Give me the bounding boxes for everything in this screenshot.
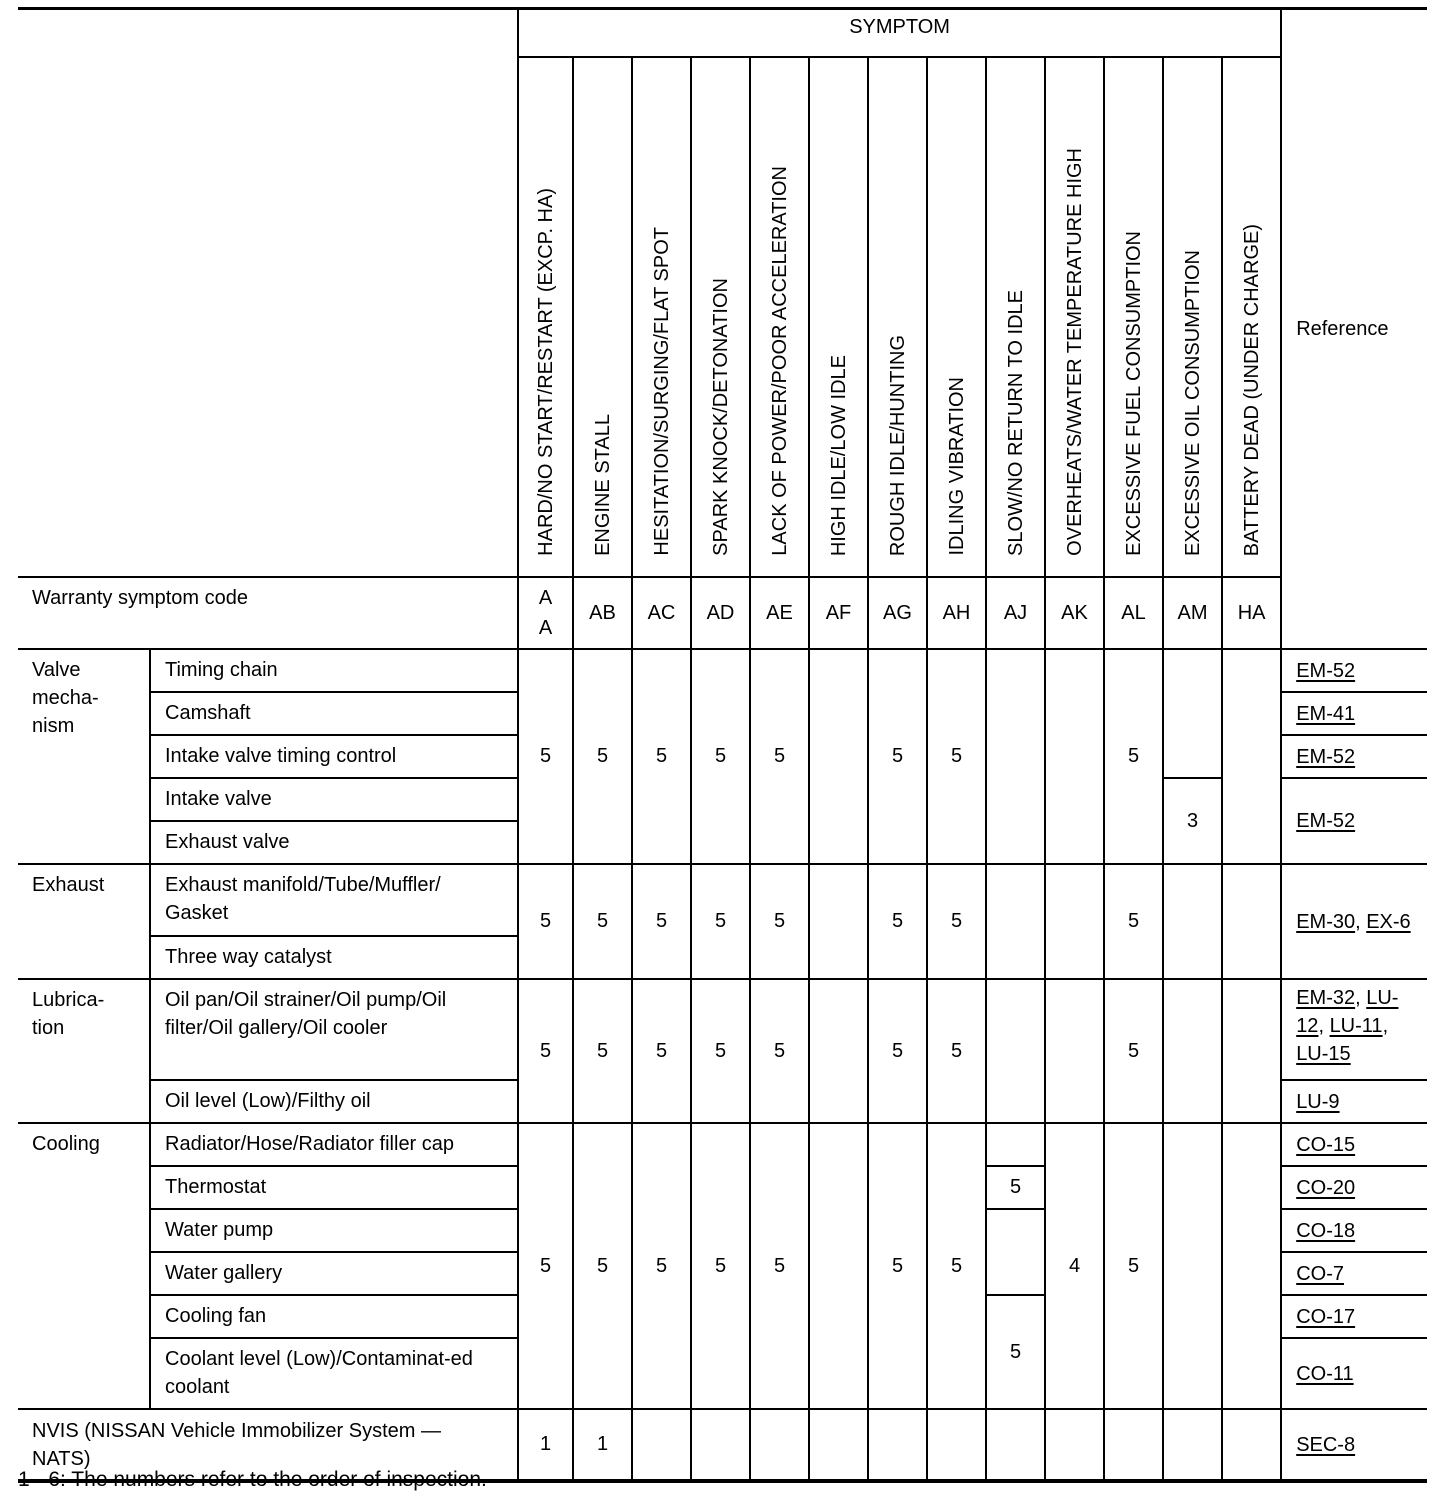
component-name: Intake valve bbox=[165, 788, 272, 810]
symptom-name: SPARK KNOCK/DETONATION bbox=[709, 278, 732, 556]
inspection-order-cell bbox=[927, 1123, 986, 1409]
group-label bbox=[18, 979, 150, 1123]
inspection-order-cell bbox=[632, 1409, 691, 1481]
table-row bbox=[18, 1123, 1427, 1166]
symptom-column-header bbox=[573, 57, 632, 577]
reference-link[interactable]: CO-20 bbox=[1296, 1176, 1356, 1199]
inspection-order-cell bbox=[573, 1123, 632, 1409]
nvis-name: NVIS (NISSAN Vehicle Immobilizer System — NATS) bbox=[32, 1419, 441, 1470]
component-cell bbox=[150, 1080, 518, 1123]
symptom-code: AK bbox=[1061, 602, 1088, 624]
warranty-label-cell bbox=[18, 577, 518, 649]
reference-link[interactable]: EM-52 bbox=[1296, 745, 1356, 768]
symptom-name: LACK OF POWER/POOR ACCELERATION bbox=[768, 166, 791, 556]
inspection-order: 5 bbox=[1127, 1039, 1140, 1062]
inspection-order: 5 bbox=[714, 910, 727, 932]
inspection-order-cell bbox=[1045, 979, 1104, 1123]
component-name: Coolant level (Low)/Contaminat-ed coolant bbox=[165, 1348, 473, 1398]
inspection-order-cell bbox=[1045, 1123, 1104, 1409]
reference-cell: EM-30, EX-6 bbox=[1281, 864, 1427, 979]
inspection-order: 5 bbox=[714, 1254, 727, 1277]
reference-link[interactable]: EX-6 bbox=[1366, 910, 1411, 933]
symptom-name: HESITATION/SURGING/FLAT SPOT bbox=[650, 227, 673, 556]
inspection-order: 5 bbox=[655, 910, 668, 932]
inspection-order-cell bbox=[632, 1123, 691, 1409]
inspection-order-cell bbox=[868, 1409, 927, 1481]
inspection-order: 4 bbox=[1068, 1254, 1081, 1277]
symptom-code: AE bbox=[766, 602, 793, 624]
component-name: Thermostat bbox=[165, 1176, 267, 1198]
warranty-code bbox=[1163, 577, 1222, 649]
symptom-code: AL bbox=[1121, 602, 1146, 624]
reference-cell bbox=[1281, 735, 1427, 778]
inspection-order: 5 bbox=[714, 1039, 727, 1062]
inspection-order-cell bbox=[868, 864, 927, 979]
inspection-order-cell bbox=[986, 1409, 1045, 1481]
inspection-order-cell bbox=[573, 864, 632, 979]
inspection-order-cell bbox=[518, 1123, 573, 1409]
group-name: Cooling bbox=[32, 1133, 100, 1155]
symptom-name: ENGINE STALL bbox=[591, 414, 614, 556]
inspection-order-cell bbox=[927, 1409, 986, 1481]
inspection-order-cell bbox=[986, 1166, 1045, 1209]
component-cell bbox=[150, 778, 518, 821]
inspection-order: 1 bbox=[539, 1433, 552, 1455]
inspection-order-cell bbox=[1104, 979, 1163, 1123]
inspection-order: 5 bbox=[773, 745, 786, 767]
reference-cell bbox=[1281, 1295, 1427, 1338]
table-row bbox=[18, 864, 1427, 936]
inspection-order-cell bbox=[809, 864, 868, 979]
component-cell bbox=[150, 821, 518, 864]
symptom-code: AB bbox=[589, 602, 616, 624]
reference-cell bbox=[1281, 1209, 1427, 1252]
inspection-order-cell bbox=[927, 979, 986, 1123]
warranty-code bbox=[1045, 577, 1104, 649]
inspection-order-cell bbox=[927, 649, 986, 864]
inspection-order: 5 bbox=[1127, 910, 1140, 932]
symptom-code: AG bbox=[883, 602, 912, 624]
component-cell bbox=[150, 1166, 518, 1209]
group-name: Lubrica-tion bbox=[32, 989, 105, 1039]
inspection-order: 5 bbox=[714, 745, 727, 767]
component-cell bbox=[150, 1295, 518, 1338]
inspection-order: 5 bbox=[596, 1039, 609, 1062]
reference-link[interactable]: CO-11 bbox=[1296, 1362, 1354, 1385]
reference-link[interactable]: LU-12 bbox=[1296, 987, 1399, 1037]
symptom-code: AH bbox=[942, 602, 971, 624]
reference-cell bbox=[1281, 1166, 1427, 1209]
inspection-order: 5 bbox=[950, 745, 963, 767]
inspection-order: 5 bbox=[596, 745, 609, 767]
inspection-order-cell bbox=[1163, 649, 1222, 778]
inspection-order: 5 bbox=[950, 1254, 963, 1277]
component-cell bbox=[150, 1338, 518, 1409]
inspection-order-cell bbox=[1222, 1409, 1281, 1481]
reference-link[interactable]: CO-18 bbox=[1296, 1219, 1356, 1242]
symptom-column-header bbox=[986, 57, 1045, 577]
reference-cell bbox=[1281, 1080, 1427, 1123]
reference-link[interactable]: EM-52 bbox=[1296, 810, 1356, 832]
warranty-code bbox=[927, 577, 986, 649]
symptom-name: HARD/NO START/RESTART (EXCP. HA) bbox=[534, 188, 557, 556]
inspection-order-cell bbox=[986, 1209, 1045, 1295]
component-cell bbox=[150, 649, 518, 692]
inspection-order-cell bbox=[868, 979, 927, 1123]
inspection-order-cell bbox=[632, 649, 691, 864]
symptom-code: AA bbox=[538, 587, 553, 639]
symptom-table bbox=[18, 7, 1427, 1483]
group-name: Exhaust bbox=[32, 874, 105, 896]
component-name: Timing chain bbox=[165, 659, 278, 681]
inspection-order-cell bbox=[1163, 1409, 1222, 1481]
inspection-order-cell bbox=[518, 864, 573, 979]
inspection-order: 5 bbox=[891, 910, 904, 932]
inspection-order: 5 bbox=[891, 1254, 904, 1277]
component-name: Intake valve timing control bbox=[165, 745, 397, 767]
component-name: Three way catalyst bbox=[165, 946, 332, 968]
inspection-order: 5 bbox=[539, 1039, 552, 1062]
inspection-order-cell bbox=[1045, 1409, 1104, 1481]
group-label bbox=[18, 649, 150, 864]
component-name: Oil pan/Oil strainer/Oil pump/Oil filter/Oil gallery/Oil cooler bbox=[165, 989, 447, 1039]
inspection-order-cell bbox=[809, 649, 868, 864]
symptom-code: AJ bbox=[1003, 602, 1028, 624]
inspection-order: 5 bbox=[773, 910, 786, 932]
reference-cell bbox=[1281, 778, 1427, 864]
symptom-column-header bbox=[809, 57, 868, 577]
inspection-order: 5 bbox=[1009, 1340, 1022, 1363]
group-name: Valve mecha-nism bbox=[32, 659, 99, 737]
reference-link[interactable]: LU-9 bbox=[1296, 1090, 1340, 1113]
inspection-order: 5 bbox=[1127, 745, 1140, 767]
inspection-order: 5 bbox=[596, 1254, 609, 1277]
inspection-order: 5 bbox=[655, 1254, 668, 1277]
inspection-order-cell bbox=[691, 649, 750, 864]
reference-link[interactable]: EM-52 bbox=[1296, 659, 1356, 682]
table-row bbox=[18, 649, 1427, 692]
symptom-label: SYMPTOM bbox=[849, 16, 950, 38]
inspection-order-cell bbox=[518, 979, 573, 1123]
inspection-order-cell bbox=[691, 979, 750, 1123]
inspection-order-cell bbox=[750, 1409, 809, 1481]
component-cell bbox=[150, 1123, 518, 1166]
inspection-order-cell bbox=[573, 979, 632, 1123]
component-name: Cooling fan bbox=[165, 1305, 267, 1327]
symptom-name: EXCESSIVE OIL CONSUMPTION bbox=[1181, 250, 1204, 556]
group-label bbox=[18, 864, 150, 979]
reference-label: Reference bbox=[1296, 318, 1389, 340]
reference-cell bbox=[1281, 1409, 1427, 1481]
reference-link[interactable]: CO-7 bbox=[1296, 1262, 1344, 1285]
inspection-order-cell bbox=[868, 649, 927, 864]
component-name: Camshaft bbox=[165, 702, 251, 724]
reference-cell bbox=[1281, 1123, 1427, 1166]
inspection-order-cell bbox=[1163, 1123, 1222, 1409]
inspection-order-cell bbox=[518, 649, 573, 864]
warranty-code bbox=[868, 577, 927, 649]
symptom-column-header bbox=[518, 57, 573, 577]
warranty-code bbox=[632, 577, 691, 649]
warranty-code bbox=[750, 577, 809, 649]
inspection-order-cell bbox=[750, 864, 809, 979]
inspection-order: 5 bbox=[539, 910, 552, 932]
reference-link[interactable]: LU-15 bbox=[1296, 1043, 1351, 1065]
symptom-name: ROUGH IDLE/HUNTING bbox=[886, 334, 909, 556]
table-row bbox=[18, 979, 1427, 1080]
inspection-order-cell bbox=[1104, 1123, 1163, 1409]
reference-link[interactable]: EM-41 bbox=[1296, 702, 1356, 725]
symptom-header bbox=[518, 9, 1281, 58]
inspection-order-cell bbox=[518, 1409, 573, 1481]
inspection-order-cell bbox=[632, 864, 691, 979]
corner-cell bbox=[18, 9, 518, 578]
inspection-order-cell bbox=[691, 1409, 750, 1481]
symptom-column-header bbox=[927, 57, 986, 577]
inspection-order-cell bbox=[986, 1295, 1045, 1409]
component-cell bbox=[150, 979, 518, 1080]
component-name: Exhaust valve bbox=[165, 831, 290, 853]
component-cell bbox=[150, 1209, 518, 1252]
reference-cell bbox=[1281, 1338, 1427, 1409]
inspection-order-cell bbox=[750, 1123, 809, 1409]
inspection-order: 5 bbox=[539, 1254, 552, 1277]
component-name: Oil level (Low)/Filthy oil bbox=[165, 1090, 371, 1112]
warranty-code bbox=[1222, 577, 1281, 649]
inspection-order-cell bbox=[1104, 1409, 1163, 1481]
inspection-order-cell bbox=[750, 979, 809, 1123]
symptom-code: AC bbox=[647, 602, 676, 624]
inspection-order-cell bbox=[1104, 864, 1163, 979]
component-cell bbox=[150, 735, 518, 778]
inspection-order-cell bbox=[573, 649, 632, 864]
symptom-column-header bbox=[632, 57, 691, 577]
symptom-column-header bbox=[1045, 57, 1104, 577]
inspection-order-cell bbox=[1045, 864, 1104, 979]
symptom-code: AF bbox=[825, 602, 852, 624]
inspection-order-cell bbox=[868, 1123, 927, 1409]
component-cell bbox=[150, 692, 518, 735]
warranty-code bbox=[986, 577, 1045, 649]
inspection-order: 5 bbox=[950, 910, 963, 932]
inspection-order: 5 bbox=[950, 1039, 963, 1062]
inspection-order: 5 bbox=[773, 1039, 786, 1062]
inspection-order-cell bbox=[1104, 649, 1163, 864]
inspection-order-cell bbox=[927, 864, 986, 979]
inspection-order-cell bbox=[1163, 864, 1222, 979]
component-cell bbox=[150, 864, 518, 936]
inspection-order: 5 bbox=[655, 745, 668, 767]
component-cell bbox=[150, 1252, 518, 1295]
symptom-column-header bbox=[868, 57, 927, 577]
symptom-code: AD bbox=[706, 602, 735, 624]
symptom-code: AM bbox=[1177, 602, 1208, 624]
warranty-code bbox=[691, 577, 750, 649]
group-label bbox=[18, 1123, 150, 1409]
inspection-order-cell bbox=[691, 864, 750, 979]
symptom-column-header bbox=[750, 57, 809, 577]
symptom-column-header bbox=[1104, 57, 1163, 577]
inspection-order-cell bbox=[750, 649, 809, 864]
inspection-order: 5 bbox=[1127, 1254, 1140, 1277]
reference-link[interactable]: EM-32 bbox=[1296, 987, 1356, 1009]
symptom-name: IDLING VIBRATION bbox=[945, 377, 968, 556]
reference-link[interactable]: CO-15 bbox=[1296, 1133, 1356, 1156]
reference-cell: EM-32, LU-12, LU-11, LU-15 bbox=[1281, 979, 1427, 1080]
inspection-order: 5 bbox=[596, 910, 609, 932]
inspection-order-cell bbox=[986, 649, 1045, 864]
component-name: Radiator/Hose/Radiator filler cap bbox=[165, 1133, 455, 1155]
symptom-name: EXCESSIVE FUEL CONSUMPTION bbox=[1122, 231, 1145, 556]
warranty-label: Warranty symptom code bbox=[32, 587, 248, 609]
symptom-column-header bbox=[1222, 57, 1281, 577]
symptom-column-header bbox=[1163, 57, 1222, 577]
inspection-order: 5 bbox=[773, 1254, 786, 1277]
inspection-order-cell bbox=[1222, 649, 1281, 864]
warranty-code bbox=[573, 577, 632, 649]
inspection-order-cell bbox=[573, 1409, 632, 1481]
inspection-order-cell bbox=[986, 864, 1045, 979]
component-name: Exhaust manifold/Tube/Muffler/ Gasket bbox=[165, 874, 441, 924]
reference-link[interactable]: SEC-8 bbox=[1296, 1433, 1356, 1456]
warranty-code bbox=[809, 577, 868, 649]
component-cell bbox=[150, 936, 518, 979]
inspection-order-cell bbox=[1163, 778, 1222, 864]
inspection-order-cell bbox=[986, 979, 1045, 1123]
inspection-order-cell bbox=[1222, 864, 1281, 979]
inspection-order-cell bbox=[1045, 649, 1104, 864]
inspection-order: 5 bbox=[655, 1039, 668, 1062]
inspection-order: 5 bbox=[891, 1039, 904, 1062]
inspection-order: 5 bbox=[1009, 1176, 1022, 1198]
reference-link[interactable]: EM-30 bbox=[1296, 910, 1356, 933]
reference-cell bbox=[1281, 1252, 1427, 1295]
component-name: Water pump bbox=[165, 1219, 274, 1241]
symptom-code: HA bbox=[1237, 602, 1266, 624]
inspection-order: 5 bbox=[891, 745, 904, 767]
inspection-order: 3 bbox=[1186, 809, 1199, 832]
warranty-code bbox=[1104, 577, 1163, 649]
reference-cell bbox=[1281, 692, 1427, 735]
inspection-order-cell bbox=[809, 1123, 868, 1409]
inspection-order-cell bbox=[632, 979, 691, 1123]
symptom-name: SLOW/NO RETURN TO IDLE bbox=[1004, 290, 1027, 556]
inspection-order-cell bbox=[1163, 979, 1222, 1123]
reference-link[interactable]: LU-11 bbox=[1329, 1015, 1383, 1037]
inspection-order-cell bbox=[986, 1123, 1045, 1166]
inspection-order-cell bbox=[691, 1123, 750, 1409]
inspection-order-cell bbox=[809, 979, 868, 1123]
component-name: Water gallery bbox=[165, 1262, 283, 1284]
symptom-column-header bbox=[691, 57, 750, 577]
footnote: 1 - 6: The numbers refer to the order of inspection. bbox=[18, 1468, 487, 1491]
inspection-order-cell bbox=[809, 1409, 868, 1481]
reference-link[interactable]: CO-17 bbox=[1296, 1305, 1356, 1328]
inspection-order-cell bbox=[1222, 1123, 1281, 1409]
reference-cell bbox=[1281, 649, 1427, 692]
warranty-code bbox=[518, 577, 573, 649]
inspection-order-cell bbox=[1222, 979, 1281, 1123]
reference-header bbox=[1281, 9, 1427, 650]
symptom-name: BATTERY DEAD (UNDER CHARGE) bbox=[1240, 223, 1263, 556]
inspection-order: 5 bbox=[539, 745, 552, 767]
inspection-order: 1 bbox=[596, 1433, 609, 1455]
symptom-name: OVERHEATS/WATER TEMPERATURE HIGH bbox=[1063, 148, 1086, 556]
symptom-name: HIGH IDLE/LOW IDLE bbox=[827, 354, 850, 556]
